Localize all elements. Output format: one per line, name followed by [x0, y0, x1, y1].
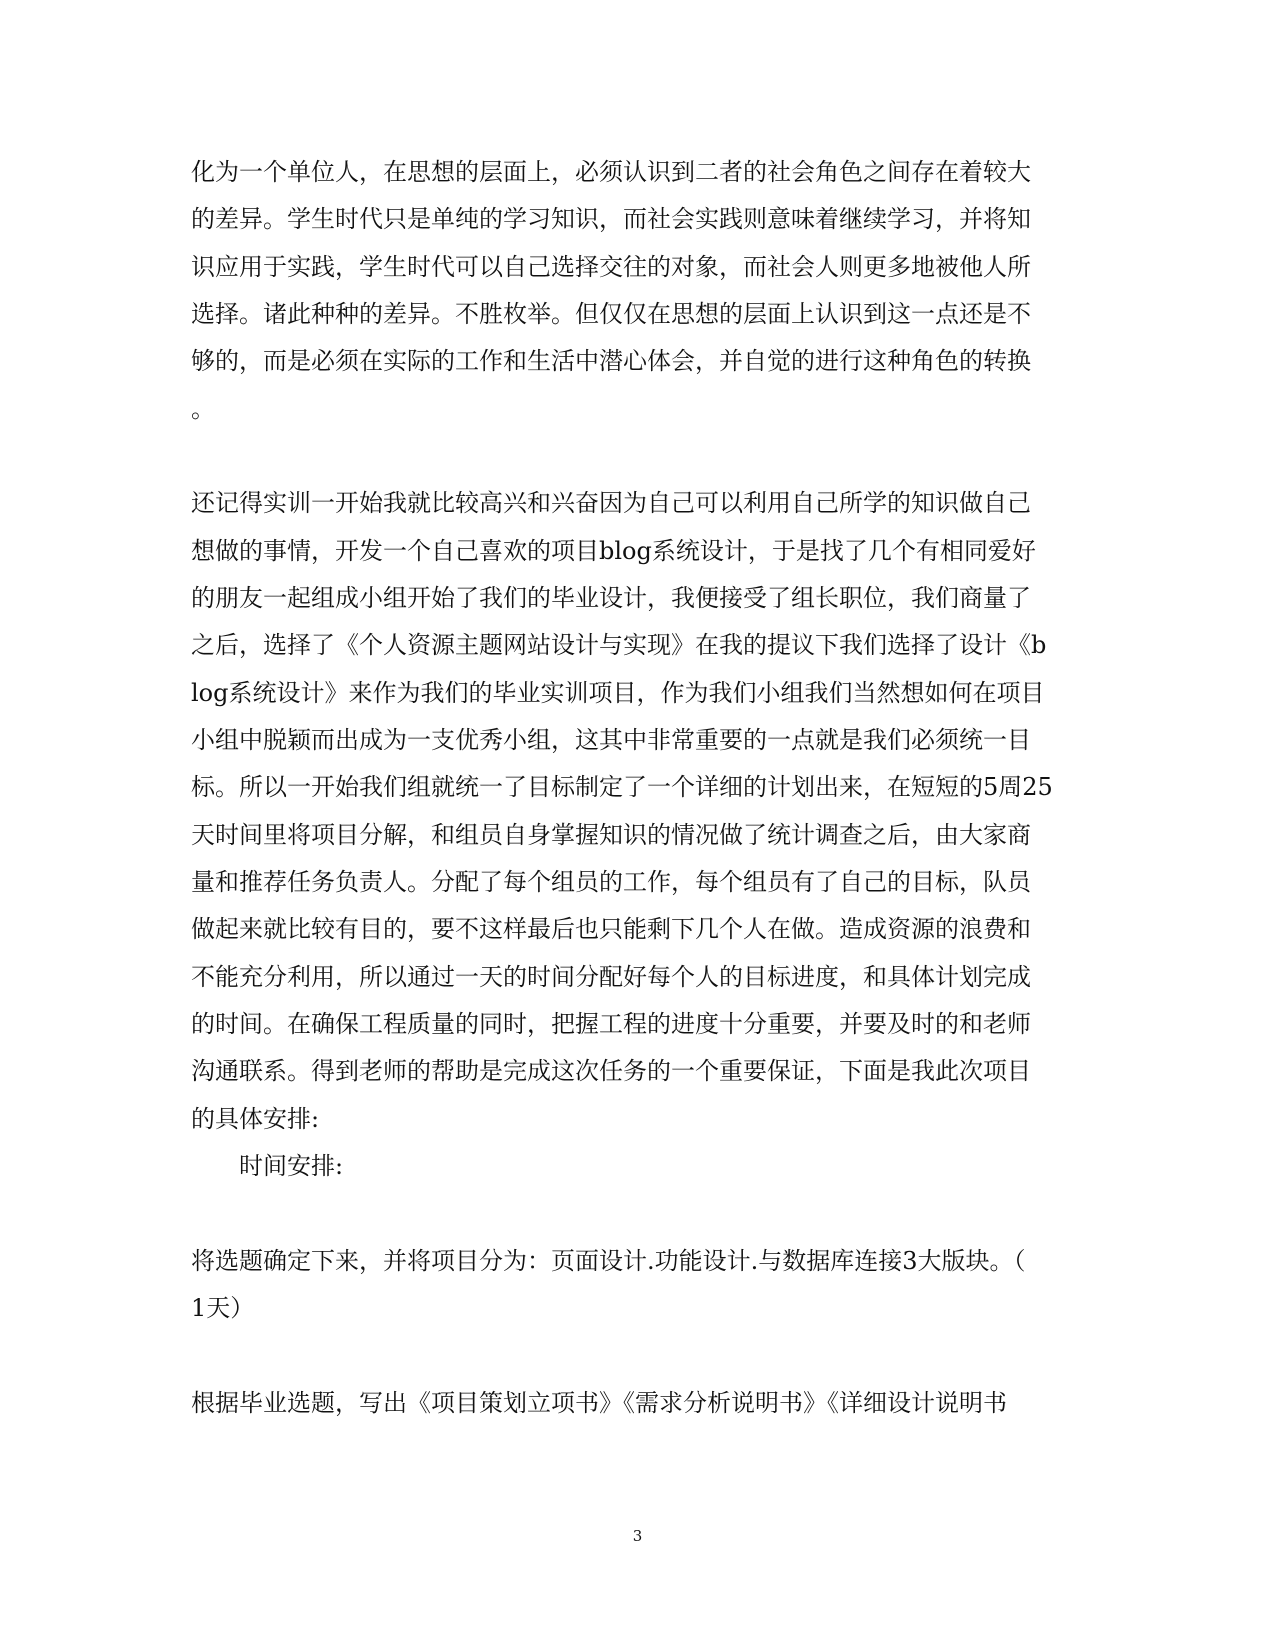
text-line: 识应用于实践，学生时代可以自己选择交往的对象，而社会人则更多地被他人所 — [191, 253, 1031, 281]
text-line: 量和推荐任务负责人。分配了每个组员的工作，每个组员有了自己的目标，队员 — [191, 868, 1031, 896]
text-line: 选择。诸此种种的差异。不胜枚举。但仅仅在思想的层面上认识到这一点还是不 — [191, 300, 1031, 328]
text-line: 标。所以一开始我们组就统一了目标制定了一个详细的计划出来，在短短的5周25 — [191, 773, 1053, 801]
text-line: 天时间里将项目分解，和组员自身掌握知识的情况做了统计调查之后，由大家商 — [191, 821, 1031, 849]
text-line: 还记得实训一开始我就比较高兴和兴奋因为自己可以利用自己所学的知识做自己 — [191, 489, 1031, 517]
text-line: 的差异。学生时代只是单纯的学习知识，而社会实践则意味着继续学习，并将知 — [191, 205, 1031, 233]
text-line: 的具体安排: — [191, 1105, 320, 1133]
text-line: 的时间。在确保工程质量的同时，把握工程的进度十分重要，并要及时的和老师 — [191, 1010, 1031, 1038]
text-line: 的朋友一起组成小组开始了我们的毕业设计，我便接受了组长职位，我们商量了 — [191, 584, 1031, 612]
text-line: log系统设计》来作为我们的毕业实训项目，作为我们小组我们当然想如何在项目 — [191, 679, 1045, 707]
text-line: 不能充分利用，所以通过一天的时间分配好每个人的目标进度，和具体计划完成 — [191, 963, 1031, 991]
text-line: 之后，选择了《个人资源主题网站设计与实现》在我的提议下我们选择了设计《b — [191, 631, 1047, 659]
text-line: 1天） — [191, 1294, 255, 1322]
text-line: 化为一个单位人，在思想的层面上，必须认识到二者的社会角色之间存在着较大 — [191, 158, 1031, 186]
text-line: 将选题确定下来，并将项目分为：页面设计.功能设计.与数据库连接3大版块。（ — [191, 1247, 1026, 1275]
text-line: 想做的事情，开发一个自己喜欢的项目blog系统设计，于是找了几个有相同爱好 — [191, 537, 1036, 565]
text-line: 小组中脱颖而出成为一支优秀小组，这其中非常重要的一点就是我们必须统一目 — [191, 726, 1031, 754]
text-line: 根据毕业选题，写出《项目策划立项书》《需求分析说明书》《详细设计说明书 — [191, 1389, 1007, 1417]
text-line: 沟通联系。得到老师的帮助是完成这次任务的一个重要保证，下面是我此次项目 — [191, 1057, 1031, 1085]
page-number: 3 — [632, 1527, 643, 1545]
text-line: 做起来就比较有目的，要不这样最后也只能剩下几个人在做。造成资源的浪费和 — [191, 915, 1031, 943]
text-line: 。 — [191, 395, 215, 423]
text-line: 够的，而是必须在实际的工作和生活中潜心体会，并自觉的进行这种角色的转换 — [191, 347, 1031, 375]
section-heading: 时间安排: — [239, 1152, 344, 1180]
